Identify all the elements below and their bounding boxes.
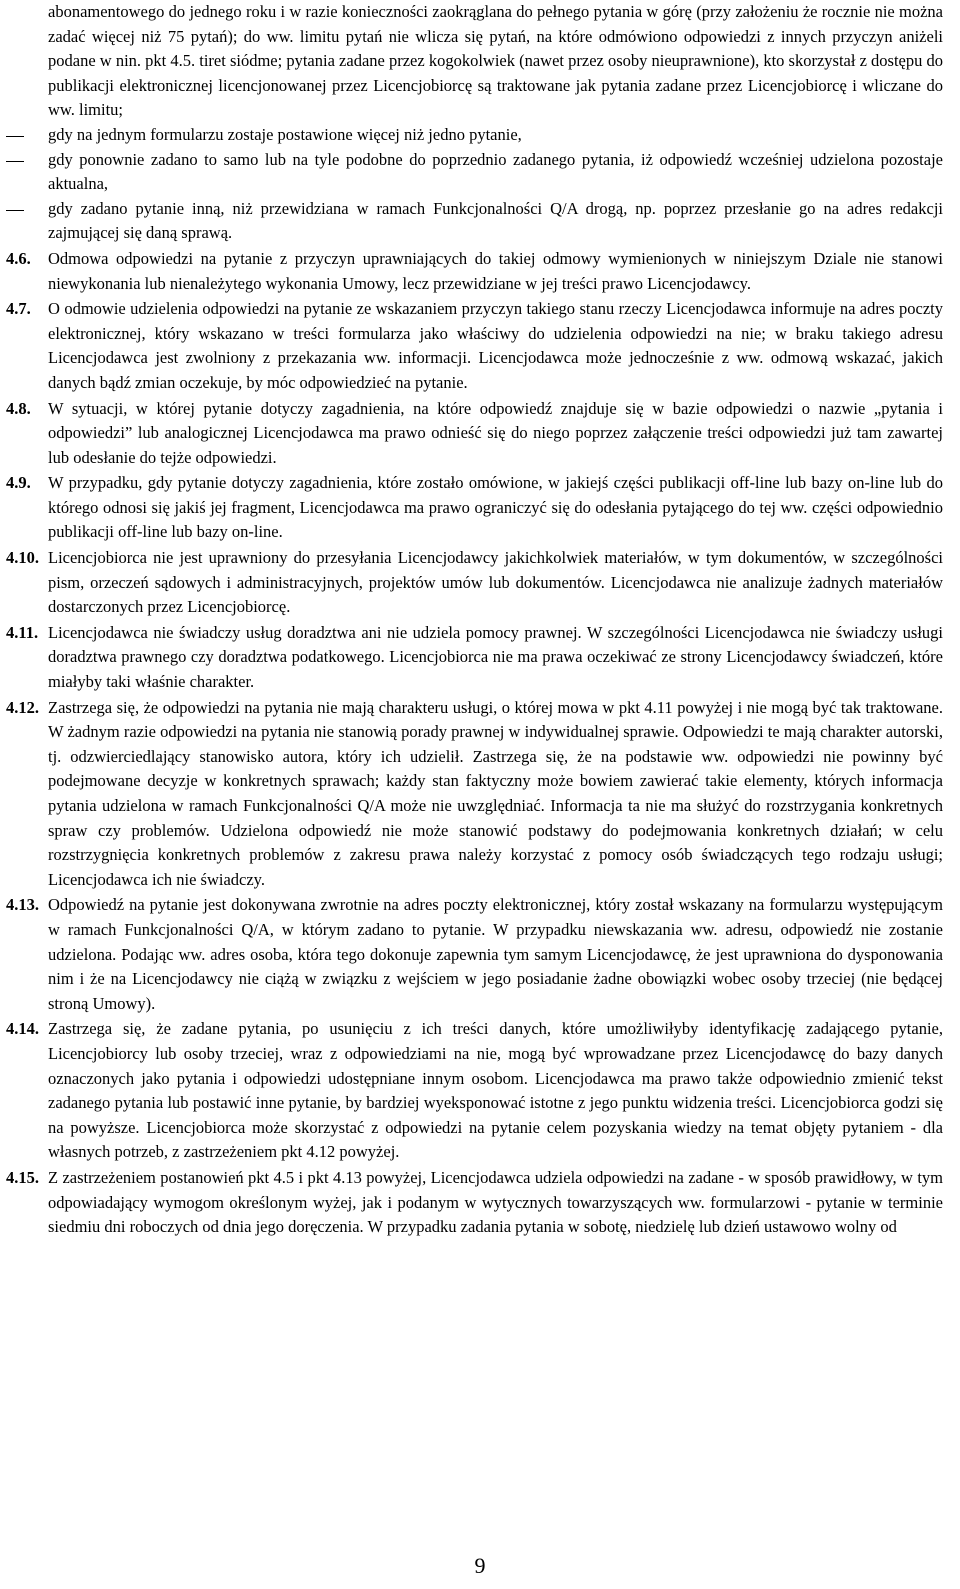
section-number: 4.11. xyxy=(6,622,39,642)
section-number: 4.12. xyxy=(6,697,39,717)
section-4-13 xyxy=(6,893,943,1016)
section-4-6 xyxy=(6,247,943,296)
section-number: 4.7. xyxy=(6,299,31,319)
section-4-8 xyxy=(6,397,943,471)
section-text: W sytuacji, w której pytanie dotyczy zagadnienia, na które odpowiedź znajduje się w bazie odpowiedzi o nazwie „pytania i odpowiedzi” lub analogicznej Licencjodawca ma prawo odnieść się do niego poprzez załączenie treści odpowiedzi już tam zawartej lub odesłanie do tejże odpowiedzi. xyxy=(48,398,943,467)
section-number: 4.15. xyxy=(6,1167,39,1187)
dash-bullet xyxy=(6,197,48,222)
intro-paragraph: abonamentowego do jednego roku i w razie konieczności zaokrąglana do pełnego pytania w górę (przy założeniu że rocznie nie można zadać więcej niż 75 pytań); do ww. limitu pytań nie wlicza się pytań, na które odmówiono odpowiedzi z innych przyczyn aniżeli podane w nin. pkt 4.5. tiret siódme; pytania zadane przez kogokolwiek (nawet przez osoby nieuprawnione), kto skorzystał z dostępu do publikacji elektronicznej licencjonowanej przez Licencjobiorcę są traktowane jak pytania zadane przez Licencjobiorcę i wliczane do ww. limitu; xyxy=(48,2,943,120)
dash-list-item xyxy=(6,197,943,246)
section-number: 4.10. xyxy=(6,548,39,568)
section-text: O odmowie udzielenia odpowiedzi na pytanie ze wskazaniem przyczyn takiego stanu rzeczy Licencjodawca informuje na adres poczty elektronicznej, który wskazano w treści formularza jako właściwy do udzielenia odpowiedzi na nie; w braku takiego adresu Licencjodawca jest zwolniony z przekazania ww. informacji. Licencjodawca może jednocześnie z ww. odmową wskazać, jakich danych bądź zmian oczekuje, by móc odpowiedzieć na pytanie. xyxy=(48,299,943,392)
section-number: 4.14. xyxy=(6,1019,39,1039)
section-4-14 xyxy=(6,1017,943,1165)
section-text: Zastrzega się, że odpowiedzi na pytania nie mają charakteru usługi, o której mowa w pkt 4.11 powyżej i nie mogą być tak traktowane. W żadnym razie odpowiedzi na pytania nie stanowią porady prawnej w indywidualnej sprawie. Odpowiedzi te mają charakter autorski, tj. odzwierciedlający stanowisko autora, który ich udzielił. Zastrzega się, że na podstawie ww. odpowiedzi nie powinny być podejmowane decyzje w konkretnych sprawach; każdy stan faktyczny może bowiem zawierać takie elementy, których informacja pytania udzielona w ramach Funkcjonalności Q/A może nie uwzględniać. Informacja ta nie ma służyć do rozstrzygania konkretnych spraw czy problemów. Udzielona odpowiedź nie może stanowić podstawy do podejmowania konkretnych działań; w celu rozstrzygnięcia konkretnych problemów z zakresu prawa należy korzystać z pomocy osób świadczących tego rodzaju usługi; Licencjodawca ich nie świadczy. xyxy=(48,697,943,889)
section-4-11 xyxy=(6,621,943,695)
dash-item-text: gdy na jednym formularzu zostaje postawione więcej niż jedno pytanie, xyxy=(48,124,522,144)
section-text: Z zastrzeżeniem postanowień pkt 4.5 i pkt 4.13 powyżej, Licencjodawca udziela odpowiedzi na zadane - w sposób prawidłowy, w tym odpowiadający wymogom określonym wyżej, jak i podanym w wytycznych towarzyszących ww. formularzowi - pytanie w terminie siedmiu dni roboczych od dnia jego doręczenia. W przypadku zadania pytania w sobotę, niedzielę lub dzień ustawowo wolny od xyxy=(48,1167,943,1237)
dash-item-text: gdy ponownie zadano to samo lub na tyle podobne do poprzednio zadanego pytania, iż odpowiedź wcześniej udzielona pozostaje aktualna, xyxy=(48,149,943,194)
section-text: W przypadku, gdy pytanie dotyczy zagadnienia, które zostało omówione, w jakiejś części publikacji off-line lub bazy on-line lub do którego odnosi się jakiś jej fragment, Licencjodawca ma prawo ograniczyć się do odesłania pytającego do tej ww. części odpowiednio publikacji off-line lub bazy on-line. xyxy=(48,473,943,542)
section-4-7 xyxy=(6,297,943,395)
section-text: Licencjodawca nie świadczy usług doradztwa ani nie udziela pomocy prawnej. W szczególności Licencjodawca nie świadczy usługi doradztwa prawnego czy doradztwa podatkowego. Licencjobiorca nie ma prawa oczekiwać ze strony Licencjodawcy świadczeń, które miałyby taki właśnie charakter. xyxy=(48,622,943,692)
dash-list-item xyxy=(6,123,943,148)
section-4-9 xyxy=(6,471,943,545)
section-text: Odpowiedź na pytanie jest dokonywana zwrotnie na adres poczty elektronicznej, który został wskazany na formularzu występującym w ramach Funkcjonalności Q/A, w którym zadano to pytanie. W przypadku niewskazania ww. adresu, odpowiedź nie zostanie udzielona. Podając ww. adres osoba, która tego dokonuje zapewnia tym samym Licencjodawcę, że jest uprawniona do dysponowania nim i że na Licencjodawcy nie ciążą w związku z wejściem w jego posiadanie żadne obowiązki wobec osoby trzeciej (nie będącej stroną Umowy). xyxy=(48,895,943,1013)
dash-bullet xyxy=(6,148,48,173)
section-4-10 xyxy=(6,546,943,620)
section-4-15 xyxy=(6,1166,943,1240)
section-text: Licencjobiorca nie jest uprawniony do przesyłania Licencjodawcy jakichkolwiek materiałów, w tym dokumentów, w szczególności pism, orzeczeń sądowych i administracyjnych, projektów umów lub dokumentów. Licencjodawca nie analizuje żadnych materiałów dostarczonych przez Licencjobiorcę. xyxy=(48,548,943,617)
section-number: 4.8. xyxy=(6,398,31,418)
section-number: 4.9. xyxy=(6,473,31,493)
section-4-12 xyxy=(6,696,943,893)
dash-bullet xyxy=(6,123,48,148)
page-number: 9 xyxy=(474,1553,486,1578)
section-number: 4.6. xyxy=(6,248,31,268)
dash-item-text: gdy zadano pytanie inną, niż przewidziana w ramach Funkcjonalności Q/A drogą, np. poprzez przesłanie go na adres redakcji zajmującej się daną sprawą. xyxy=(48,198,943,243)
dash-list-item xyxy=(6,148,943,197)
section-text: Zastrzega się, że zadane pytania, po usunięciu z ich treści danych, które umożliwiłyby identyfikację zadającego pytanie, Licencjobiorcy lub osoby trzeciej, wraz z odpowiedziami na nie, mogą być wprowadzane przez Licencjodawcę do bazy danych oznaczonych jako pytania i odpowiedzi udostępniane innym osobom. Licencjodawca ma prawo także odpowiednio zmienić tekst zadanego pytania lub postawić inne pytanie, by bardziej wyeksponować istotne z jego punktu widzenia treści. Licencjobiorca godzi się na powyższe. Licencjobiorca może skorzystać z odpowiedzi na pytanie celem pozyskania wiedzy na temat objęty pytaniem - dla własnych potrzeb, z zastrzeżeniem pkt 4.12 powyżej. xyxy=(48,1019,943,1162)
section-text: Odmowa odpowiedzi na pytanie z przyczyn uprawniających do takiej odmowy wymienionych w niniejszym Dziale nie stanowi niewykonania lub nienależytego wykonania Umowy, lecz przewidziane w jej treści prawo Licencjodawcy. xyxy=(48,248,943,293)
section-number: 4.13. xyxy=(6,895,39,915)
